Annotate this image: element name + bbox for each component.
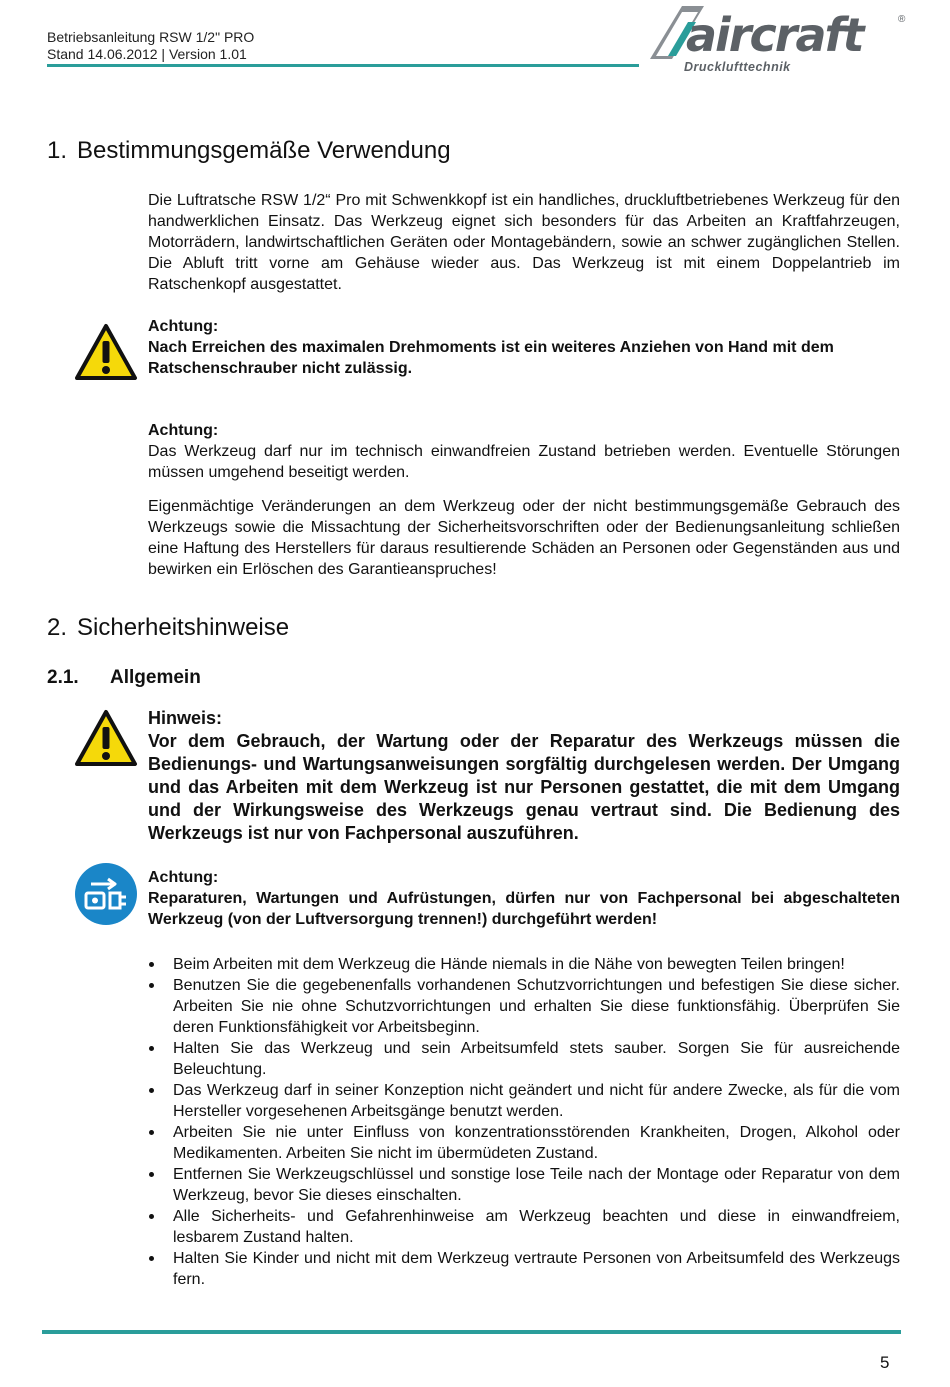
list-item: Arbeiten Sie nie unter Einfluss von konzentrationsstörenden Krankheiten, Drogen, Alkohol oder Medikamenten. Arbeiten Sie nicht im übermüdeten Zustand.	[148, 1122, 900, 1164]
section-2-heading	[47, 614, 289, 642]
warning-label: Achtung:	[148, 869, 219, 886]
section-number: 1.	[47, 137, 68, 164]
disconnect-air-supply-icon	[74, 862, 138, 926]
intro-paragraph: Die Luftratsche RSW 1/2“ Pro mit Schwenkkopf ist ein handliches, druckluftbetriebenes Werkzeug für den handwerklichen Einsatz. Das Werkzeug eignet sich besonders für das Arbeiten an Kraftfahrzeugen, Motorrädern, landwirtschaftlichen Geräten oder Montagebändern, sowie an schwer zugänglichen Stellen. Die Abluft tritt vorne am Gehäuse wieder aus. Das Werkzeug ist mit einem Doppelantrieb im Ratschenkopf ausgestattet.	[148, 192, 900, 293]
logo-text: aircraft	[686, 8, 863, 62]
warning-label: Achtung:	[148, 422, 219, 439]
list-item: Benutzen Sie die gegebenenfalls vorhandenen Schutzvorrichtungen und befestigen Sie diese sicher. Arbeiten Sie nie ohne Schutzvorrichtungen und erhalten Sie diese funktionsfähig. Überprüfen Sie deren Funktionsfähigkeit vor Arbeitsbeginn.	[148, 975, 900, 1038]
warning-3	[148, 867, 900, 930]
list-item: Das Werkzeug darf in seiner Konzeption nicht geändert und nicht für andere Zwecke, als für die vom Hersteller vorgesehenen Arbeitsgänge benutzt werden.	[148, 1080, 900, 1122]
list-item: Alle Sicherheits- und Gefahrenhinweise am Werkzeug beachten und diese in einwandfreiem, lesbarem Zustand halten.	[148, 1206, 900, 1248]
list-item: Halten Sie das Werkzeug und sein Arbeitsumfeld stets sauber. Sorgen Sie für ausreichende Beleuchtung.	[148, 1038, 900, 1080]
warning-text-continued: Ratschenschrauber nicht zulässig.	[148, 360, 413, 377]
page-number: 5	[880, 1353, 890, 1372]
hint-block	[148, 707, 900, 845]
aircraft-logo	[640, 4, 912, 76]
section-title: Bestimmungsgemäße Verwendung	[77, 137, 451, 164]
hint-label: Hinweis:	[148, 708, 223, 728]
header-version: Stand 14.06.2012 | Version 1.01	[47, 46, 247, 62]
subsection-title: Allgemein	[110, 667, 201, 688]
liability-paragraph: Eigenmächtige Veränderungen an dem Werkzeug oder der nicht bestimmungsgemäße Gebrauch des Werkzeugs sowie die Missachtung der Sicherheitsvorschriften oder der Bedienungsanleitung schließen eine Haftung des Herstellers für daraus resultierende Schäden an Personen oder Gegenständen aus und bewirken ein Erlöschen des Garantieanspruches!	[148, 498, 900, 578]
header-title: Betriebsanleitung RSW 1/2" PRO	[47, 29, 255, 45]
hint-text: Vor dem Gebrauch, der Wartung oder der Reparatur des Werkzeugs müssen die Bedienungs- und Wartungsanweisungen sorgfältig durchgelesen werden. Der Umgang und das Arbeiten mit dem Werkzeug ist nur Personen gestattet, die mit dem Umgang und der Wirkungsweise des Werkzeugs genau vertraut sind. Die Bedienung des Werkzeugs ist nur von Fachpersonal auszuführen.	[148, 731, 900, 843]
subsection-heading	[47, 667, 201, 689]
warning-2	[148, 420, 900, 483]
section-1-heading	[47, 137, 451, 165]
header-rule	[47, 64, 639, 67]
logo-registered: ®	[898, 14, 906, 25]
warning-triangle-icon	[74, 709, 138, 767]
warning-text: Reparaturen, Wartungen und Aufrüstungen, dürfen nur von Fachpersonal bei abgeschalteten Werkzeug (von der Luftversorgung trennen!) durchgeführt werden!	[148, 890, 900, 928]
section-number: 2.	[47, 614, 68, 641]
subsection-number: 2.1.	[47, 667, 79, 688]
logo-subtitle: Drucklufttechnik	[684, 60, 791, 74]
list-item: Entfernen Sie Werkzeugschlüssel und sonstige lose Teile nach der Montage oder Reparatur von dem Werkzeug, bevor Sie dieses einschalten.	[148, 1164, 900, 1206]
footer-rule	[42, 1330, 901, 1334]
list-item: Halten Sie Kinder und nicht mit dem Werkzeug vertraute Personen von Arbeitsumfeld des Werkzeugs fern.	[148, 1248, 900, 1290]
list-item: Beim Arbeiten mit dem Werkzeug die Hände niemals in die Nähe von bewegten Teilen bringen!	[148, 954, 900, 975]
section-title: Sicherheitshinweise	[77, 614, 290, 641]
safety-bullet-list	[148, 954, 900, 1290]
warning-1	[148, 316, 900, 379]
warning-text: Nach Erreichen des maximalen Drehmoments ist ein weiteres Anziehen von Hand mit dem	[148, 339, 834, 356]
warning-triangle-icon	[74, 323, 138, 381]
warning-text: Das Werkzeug darf nur im technisch einwandfreien Zustand betrieben werden. Eventuelle Störungen müssen umgehend beseitigt werden.	[148, 443, 900, 481]
warning-label: Achtung:	[148, 318, 219, 335]
